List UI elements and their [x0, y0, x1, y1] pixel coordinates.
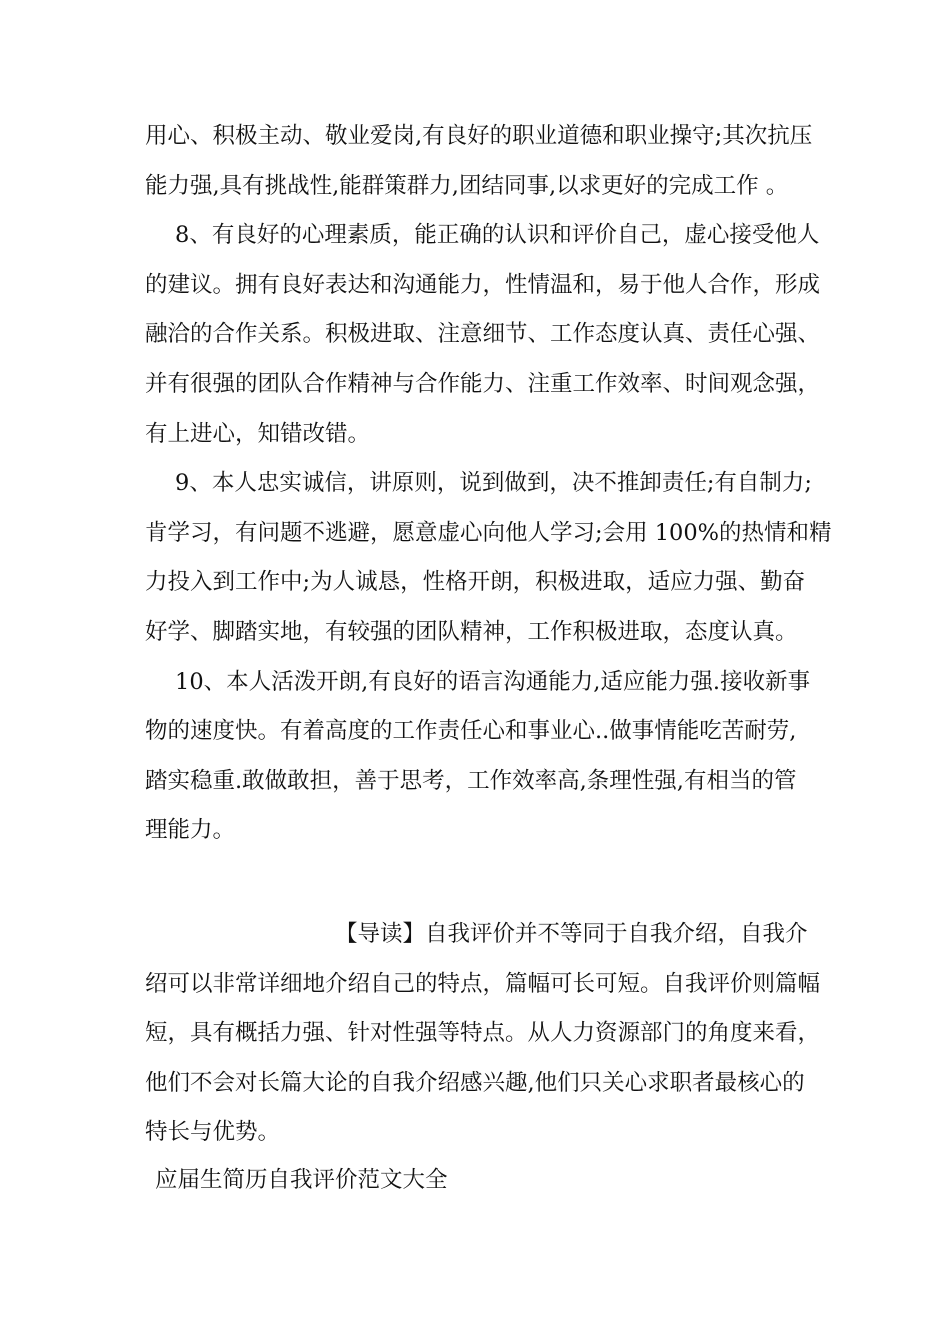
paragraph-8-start: 8、有良好的心理素质，能正确的认识和评价自己，虚心接受他人	[175, 222, 820, 249]
body-text-block-1	[145, 112, 832, 856]
text-line: 用心、积极主动、敬业爱岗,有良好的职业道德和职业操守;其次抗压	[145, 123, 813, 149]
text-line: 力投入到工作中;为人诚恳，性格开朗，积极进取，适应力强、勤奋	[145, 569, 806, 596]
paragraph-10-start: 10、本人活泼开朗,有良好的语言沟通能力,适应能力强.接收新事	[175, 668, 811, 695]
text-line: 融洽的合作关系。积极进取、注意细节、工作态度认真、责任心强、	[145, 321, 821, 348]
text-line: 他们不会对长篇大论的自我介绍感兴趣,他们只关心求职者最核心的	[145, 1069, 805, 1096]
paragraph-9-start: 9、本人忠实诚信，讲原则，说到做到，决不推卸责任;有自制力;	[175, 470, 812, 497]
text-line: 物的速度快。有着高度的工作责任心和事业心..做事情能吃苦耐劳,	[145, 718, 797, 745]
body-text-block-2	[145, 910, 821, 1158]
text-line: 好学、脚踏实地，有较强的团队精神，工作积极进取，态度认真。	[145, 618, 798, 645]
text-line: 有上进心，知错改错。	[145, 420, 371, 447]
text-line: 特长与优势。	[145, 1119, 281, 1146]
text-line: 的建议。拥有良好表达和沟通能力，性情温和，易于他人合作，形成	[145, 271, 821, 298]
text-line: 并有很强的团队合作精神与合作能力、注重工作效率、时间观念强，	[145, 370, 821, 397]
text-line: 理能力。	[145, 817, 236, 844]
text-line: 绍可以非常详细地介绍自己的特点，篇幅可长可短。自我评价则篇幅	[145, 970, 821, 997]
text-line: 肯学习，有问题不逃避，愿意虚心向他人学习;会用 100%的热情和精	[145, 519, 832, 546]
text-line: 短，具有概括力强、针对性强等特点。从人力资源部门的角度来看，	[145, 1020, 821, 1047]
lead-paragraph-start: 【导读】自我评价并不等同于自我介绍，自我介	[335, 921, 808, 947]
text-line: 踏实稳重.敢做敢担，善于思考，工作效率高,条理性强,有相当的管	[145, 767, 797, 794]
section-title: 应届生简历自我评价范文大全	[155, 1167, 448, 1193]
text-line: 能力强,具有挑战性,能群策群力,团结同事,以求更好的完成工作 。	[145, 172, 789, 199]
